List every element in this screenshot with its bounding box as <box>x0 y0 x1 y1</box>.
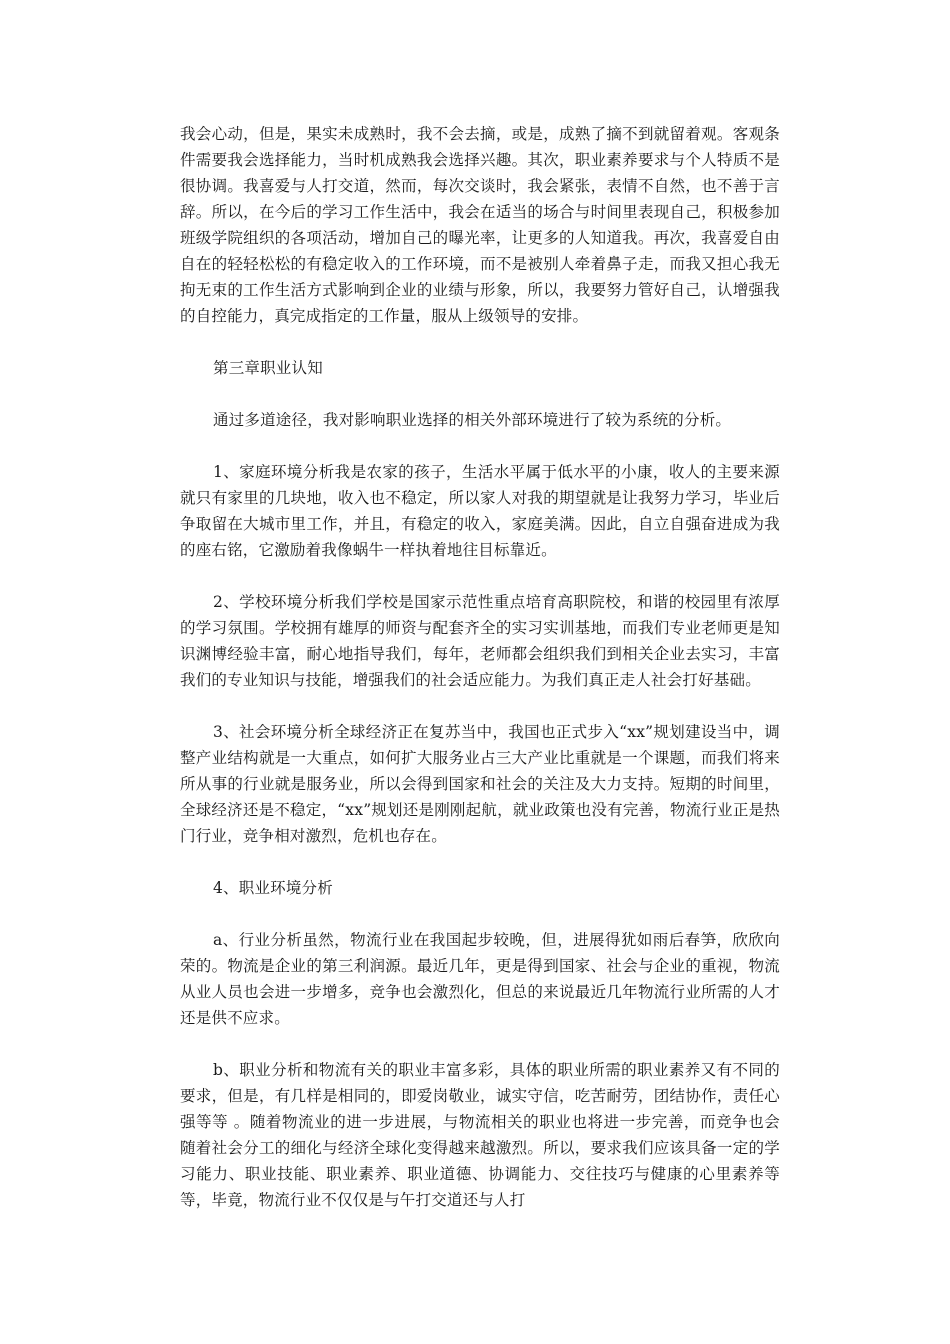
document-body <box>180 121 780 1213</box>
section-heading-career-environment: 4、职业环境分析 <box>213 879 333 897</box>
paragraph-self-analysis-continued: 我会心动，但是，果实未成熟时，我不会去摘，或是，成熟了摘不到就留着观。客观条件需要我会选择能力，当时机成熟我会选择兴趣。其次，职业素养要求与个人特质不是很协调。我喜爱与人打交道，然而，每次交谈时，我会紧张，表情不自然，也不善于言辞。所以，在今后的学习工作生活中，我会在适当的场合与时间里表现自己，积极参加班级学院组织的各项活动，增加自己的曝光率，让更多的人知道我。再次，我喜爱自由自在的轻轻松松的有稳定收入的工作环境，而不是被别人牵着鼻子走，而我又担心我无拘无束的工作生活方式影响到企业的业绩与形象，所以，我要努力管好自己，认增强我的自控能力，真完成指定的工作量，服从上级领导的安排。 <box>180 125 780 325</box>
chapter-heading: 第三章职业认知 <box>213 359 323 377</box>
paragraph-social-environment: 3、社会环境分析全球经济正在复苏当中，我国也正式步入“xx”规划建设当中，调整产业结构就是一大重点，如何扩大服务业占三大产业比重就是一个课题，而我们将来所从事的行业就是服务业，所以会得到国家和社会的关注及大力支持。短期的时间里，全球经济还是不稳定，“xx”规划还是刚刚起航，就业政策也没有完善，物流行业正是热门行业，竞争相对激烈，危机也存在。 <box>180 723 780 845</box>
paragraph-occupation-analysis: b、职业分析和物流有关的职业丰富多彩，具体的职业所需的职业素养又有不同的要求，但是，有几样是相同的，即爱岗敬业，诚实守信，吃苦耐劳，团结协作，责任心强等等 。随着物流业的进一步进展，与物流相关的职业也将进一步完善，而竞争也会随着社会分工的细化与经济全球化变得越来越激烈。所以，要求我们应该具备一定的学习能力、职业技能、职业素养、职业道德、协调能力、交往技巧与健康的心里素养等等，毕竟，物流行业不仅仅是与午打交道还与人打 <box>180 1061 780 1209</box>
paragraph-intro: 通过多道途径，我对影响职业选择的相关外部环境进行了较为系统的分析。 <box>213 411 732 429</box>
paragraph-family-environment: 1、家庭环境分析我是农家的孩子，生活水平属于低水平的小康，收人的主要来源就只有家里的几块地，收入也不稳定，所以家人对我的期望就是让我努力学习，毕业后争取留在大城市里工作，并且，有稳定的收入，家庭美满。因此，自立自强奋进成为我的座右铭，它激励着我像蜗牛一样执着地往目标靠近。 <box>180 463 780 559</box>
paragraph-school-environment: 2、学校环境分析我们学校是国家示范性重点培育高职院校，和谐的校园里有浓厚的学习氛围。学校拥有雄厚的师资与配套齐全的实习实训基地，而我们专业老师更是知识渊博经验丰富，耐心地指导我们，每年，老师都会组织我们到相关企业去实习，丰富我们的专业知识与技能，增强我们的社会适应能力。为我们真正走人社会打好基础。 <box>180 593 780 689</box>
paragraph-industry-analysis: a、行业分析虽然，物流行业在我国起步较晚，但，进展得犹如雨后春笋，欣欣向荣的。物流是企业的第三利润源。最近几年，更是得到国家、社会与企业的重视，物流从业人员也会进一步增多，竞争也会激烈化，但总的来说最近几年物流行业所需的人才还是供不应求。 <box>180 931 780 1027</box>
